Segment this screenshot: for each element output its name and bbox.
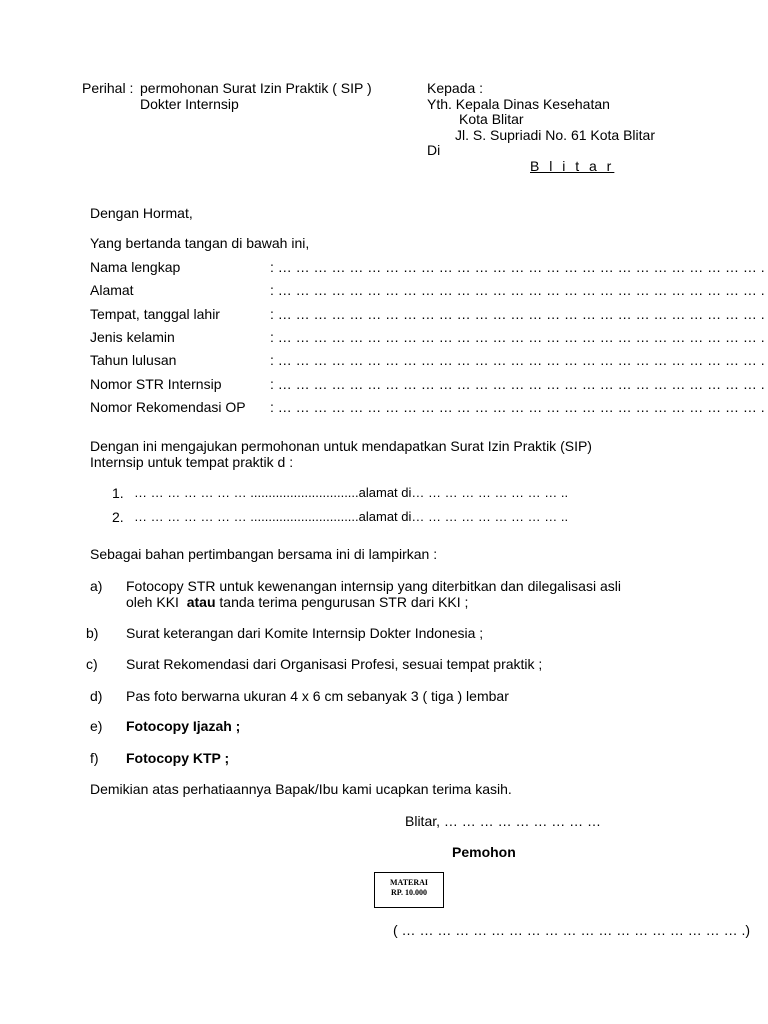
attachment-d-text: Pas foto berwarna ukuran 4 x 6 cm sebanyak 3 ( tiga ) lembar: [126, 688, 509, 704]
field-value-tahun-lulusan: : … … … … … … … … … … … … … … … … … … … … … … … … … … … .: [270, 352, 765, 368]
place-1-number: 1.: [112, 485, 124, 501]
perihal-subject-line2: Dokter Internsip: [140, 96, 239, 112]
kepada-label: Kepada :: [427, 80, 484, 96]
field-label-nama: Nama lengkap: [90, 259, 181, 275]
field-label-alamat: Alamat: [90, 282, 134, 298]
greeting: Dengan Hormat,: [90, 205, 193, 221]
di-label: Di: [427, 142, 441, 158]
attachment-c-text: Surat Rekomendasi dari Organisasi Profesi, sesuai tempat praktik ;: [126, 656, 543, 672]
attachment-b-text: Surat keterangan dari Komite Internsip Dokter Indonesia ;: [126, 625, 484, 641]
attachment-a-line1: Fotocopy STR untuk kewenangan internsip yang diterbitkan dan dilegalisasi asli: [126, 578, 621, 594]
field-label-jenis-kelamin: Jenis kelamin: [90, 329, 175, 345]
attachment-a-atau: atau: [186, 594, 216, 610]
city-name: B l i t a r: [530, 158, 615, 174]
field-value-rekomendasi: : … … … … … … … … … … … … … … … … … … … … … … … … … … … .: [270, 399, 765, 415]
attachment-e-text: Fotocopy Ijazah ;: [126, 718, 241, 734]
field-value-ttl: : … … … … … … … … … … … … … … … … … … … … … … … … … … … .: [270, 306, 765, 322]
attachment-a-line2: [126, 594, 468, 610]
materai-stamp: [374, 872, 444, 908]
attachment-e-marker: e): [90, 718, 103, 734]
attachment-a-line2-post: tanda terima pengurusan STR dari KKI ;: [215, 594, 469, 610]
recipient-line3: Jl. S. Supriadi No. 61 Kota Blitar: [455, 127, 655, 143]
place-2-number: 2.: [112, 509, 124, 525]
field-value-alamat: : … … … … … … … … … … … … … … … … … … … … … … … … … … … .: [270, 282, 765, 298]
field-label-tahun-lulusan: Tahun lulusan: [90, 352, 177, 368]
attachment-a-line2-pre: oleh KKI: [126, 594, 187, 610]
place-1-text: … … … … … … … ..............................alamat di… … … … … … … … … ..: [134, 485, 569, 500]
attachment-b-marker: b): [86, 625, 99, 641]
field-value-nama: : … … … … … … … … … … … … … … … … … … … … … … … … … … … .: [270, 259, 765, 275]
stamp-line2: RP. 10.000: [391, 888, 427, 897]
field-label-rekomendasi: Nomor Rekomendasi OP: [90, 399, 246, 415]
field-value-str: : … … … … … … … … … … … … … … … … … … … … … … … … … … … .: [270, 376, 765, 392]
request-line2: Internsip untuk tempat praktik d :: [90, 454, 294, 470]
request-line1: Dengan ini mengajukan permohonan untuk mendapatkan Surat Izin Praktik (SIP): [90, 438, 592, 454]
field-value-jenis-kelamin: : … … … … … … … … … … … … … … … … … … … … … … … … … … … .: [270, 329, 765, 345]
stamp-line1: MATERAI: [389, 878, 429, 887]
signature-name-line: ( … … … … … … … … … … … … … … … … … … … .): [393, 922, 751, 938]
recipient-line2: Kota Blitar: [459, 111, 524, 127]
attachment-f-text: Fotocopy KTP ;: [126, 750, 230, 766]
attachment-f-marker: f): [90, 750, 99, 766]
recipient-line1: Yth. Kepala Dinas Kesehatan: [427, 96, 610, 112]
field-label-ttl: Tempat, tanggal lahir: [90, 306, 220, 322]
intro-text: Yang bertanda tangan di bawah ini,: [90, 235, 310, 251]
field-label-str: Nomor STR Internsip: [90, 376, 222, 392]
perihal-label: Perihal :: [82, 80, 134, 96]
attachment-a-marker: a): [90, 578, 103, 594]
signature-title: Pemohon: [452, 844, 516, 860]
attachment-c-marker: c): [86, 656, 98, 672]
place-date: Blitar, … … … … … … … … …: [405, 813, 602, 829]
place-2-text: … … … … … … … ..............................alamat di… … … … … … … … … ..: [134, 509, 569, 524]
attachment-d-marker: d): [90, 688, 103, 704]
perihal-subject: permohonan Surat Izin Praktik ( SIP ): [140, 80, 372, 96]
attachments-intro: Sebagai bahan pertimbangan bersama ini di lampirkan :: [90, 546, 438, 562]
closing-text: Demikian atas perhatiaannya Bapak/Ibu kami ucapkan terima kasih.: [90, 781, 512, 797]
